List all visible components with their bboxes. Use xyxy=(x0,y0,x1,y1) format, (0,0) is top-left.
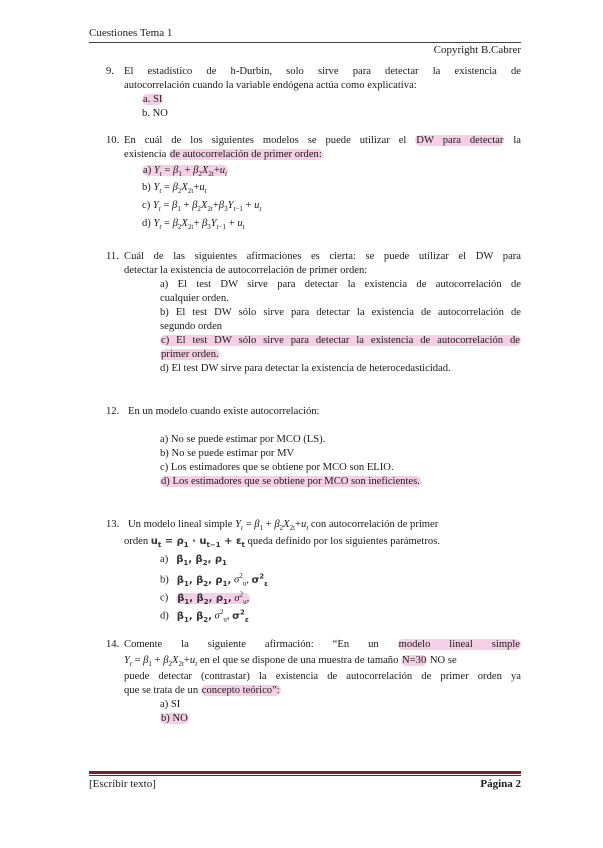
option-d: d) Los estimadores que se obtiene por MCO son ineficientes. xyxy=(161,476,420,487)
option-a: a) El test DW sirve para detectar la existencia de autocorrelación de xyxy=(160,279,521,290)
option-a: a) $\beta_1$, $\beta_2$, $\rho_1$ xyxy=(160,554,227,567)
question-text: orden $u_t = \rho_1 \cdot u_{t-1} + \varepsilon_t$ queda definido por los siguientes parámetros. xyxy=(124,536,440,549)
question-text: En cuál de los siguientes modelos se puede utilizar el DW para detectar la xyxy=(124,135,521,146)
header-right: Copyright B.Cabrer xyxy=(433,44,521,56)
question-text: existencia de autocorrelación de primer orden: xyxy=(124,149,322,160)
option-a: cualquier orden. xyxy=(160,293,229,304)
question-text: En un modelo cuando existe autocorrelación: xyxy=(128,406,320,417)
question-text: que se trata de un concepto teórico”: xyxy=(124,685,280,696)
question-text: El estadístico de h-Durbin, solo sirve para detectar la existencia de xyxy=(124,66,521,77)
option-c: primer orden. xyxy=(161,349,219,360)
option-b: b. NO xyxy=(142,108,168,119)
option-d: d) $Y_t = \beta_2X_{2t}+ \beta_3Y_{t-1} + u_t$ xyxy=(142,218,245,232)
option-c: c) El test DW sólo sirve para detectar la existencia de autocorrelación de xyxy=(161,335,520,346)
page-number: Página 2 xyxy=(480,778,521,790)
option-b: b) No se puede estimar por MV xyxy=(160,448,295,459)
question-number: 11. xyxy=(106,251,119,262)
question-text: Un modelo lineal simple $Y_t = \beta_1 + \beta_2X_{2t}+u_t$ con autocorrelación de primer xyxy=(128,519,439,533)
question-text: Cuál de las siguientes afirmaciones es cierta: se puede utilizar el DW para xyxy=(124,251,521,262)
option-c: c) $Y_t = \beta_1 + \beta_2X_{2t}+\beta_3Y_{t-1} + u_t$ xyxy=(142,200,262,214)
question-text: detectar la existencia de autocorrelación de primer orden: xyxy=(124,265,368,276)
question-number: 9. xyxy=(106,66,114,77)
header-divider xyxy=(89,42,521,43)
option-c: c) $\beta_1$, $\beta_2$, $\rho_1$, $\sigma^2_u$, xyxy=(160,590,250,606)
option-b: b) $Y_t = \beta_2X_{2t}+u_t$ xyxy=(142,182,207,196)
footer-divider-thin xyxy=(89,775,521,776)
option-a: a. SI xyxy=(143,94,163,105)
question-number: 10. xyxy=(106,135,120,146)
option-b: b) El test DW sólo sirve para detectar la existencia de autocorrelación de xyxy=(160,307,521,318)
option-a: a) No se puede estimar por MCO (LS). xyxy=(160,434,326,445)
question-text: puede detectar (contrastar) la existencia de autocorrelación de primer orden ya xyxy=(124,671,521,682)
option-b: b) $\beta_1$, $\beta_2$, $\rho_1$, $\sigma^2_u$, $\sigma^2_\varepsilon$ xyxy=(160,572,269,588)
option-c: c) Los estimadores que se obtiene por MCO son ELIO. xyxy=(160,462,394,473)
option-d: d) El test DW sirve para detectar la existencia de heterocedasticidad. xyxy=(160,363,451,374)
footer-left: [Escribir texto] xyxy=(89,778,156,790)
question-number: 13. xyxy=(106,519,120,530)
option-b: b) NO xyxy=(161,713,188,724)
option-b: segundo orden xyxy=(160,321,223,332)
question-number: 14. xyxy=(106,639,120,650)
option-a: a) SI xyxy=(160,699,181,710)
header-left: Cuestiones Tema 1 xyxy=(89,27,173,39)
footer-divider xyxy=(89,771,521,774)
question-text: Comente la siguiente afirmación: “En un modelo lineal simple xyxy=(124,639,521,650)
option-a: a) $Y_t = \beta_1 + \beta_2X_{2t}+u_t$ xyxy=(143,165,228,179)
question-text: autocorrelación cuando la variable endógena actúa como explicativa: xyxy=(124,80,417,91)
question-number: 12. xyxy=(106,406,120,417)
question-text: $Y_t = \beta_1 + \beta_2X_{2t}+u_t$ en el que se dispone de una muestra de tamaño N=30 NO se xyxy=(124,655,457,669)
option-d: d) $\beta_1$, $\beta_2$, $\sigma^2_u$, $\sigma^2_\varepsilon$ xyxy=(160,608,249,624)
